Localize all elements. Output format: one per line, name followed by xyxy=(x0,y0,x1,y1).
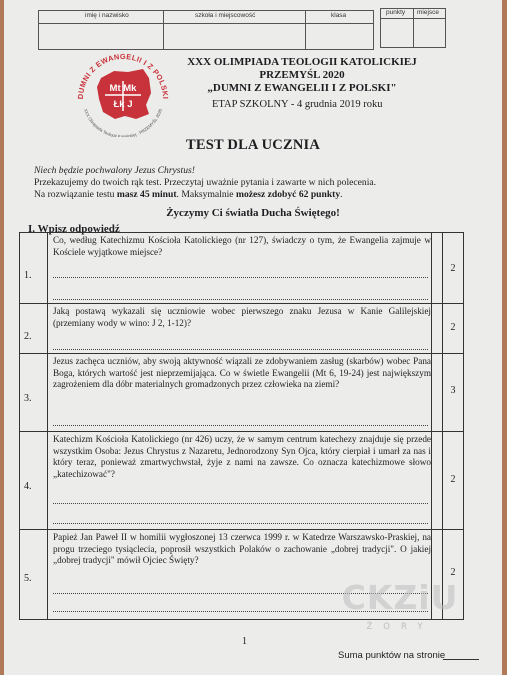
answer-line[interactable] xyxy=(53,299,428,300)
instructions-text: Na rozwiązanie testu xyxy=(34,189,117,200)
time-limit: masz 45 minut xyxy=(116,189,177,200)
table-divider xyxy=(413,9,414,47)
logo-evangelists-top: Mt Mk xyxy=(109,83,137,94)
greeting: Niech będzie pochwalony Jezus Chrystus! xyxy=(34,165,195,176)
question-text: Jezus zachęca uczniów, aby swoją aktywność wiązali ze zdobywaniem zasług (skarbów) wobec Pana Boga, których wartość jest nieprzemijająca. Co w świetle Ewangelii (Mt 6, 19-24) jest największym zagrożeniem dla dóbr materialnych gromadzonych przez człowieka na ziemi? xyxy=(53,356,431,389)
answer-line[interactable] xyxy=(53,523,428,524)
blessing-line: Życzymy Ci światła Ducha Świętego! xyxy=(166,207,340,219)
olympiad-place-year: PRZEMYŚL 2020 xyxy=(259,69,345,81)
max-points: możesz zdobyć 62 punkty xyxy=(235,189,341,200)
place-field-label: miejsce xyxy=(417,9,440,16)
question-points: 2 xyxy=(450,474,456,485)
answer-line[interactable] xyxy=(53,503,428,504)
table-divider xyxy=(20,431,463,432)
table-divider xyxy=(442,233,443,619)
page-points-sum-field[interactable] xyxy=(443,659,479,660)
page-number: 1 xyxy=(242,636,247,647)
student-info-table xyxy=(38,10,374,50)
instructions xyxy=(34,165,454,201)
logo-ring-text: DUMNI Z EWANGELII I Z POLSKI xyxy=(75,51,171,100)
instructions-text: . Maksymalnie xyxy=(176,189,236,200)
olympiad-name: XXX OLIMPIADA TEOLOGII KATOLICKIEJ xyxy=(187,56,417,68)
question-text: Papież Jan Paweł II w homilii wygłoszonej 13 czerwca 1999 r. w Katedrze Warszawsko-Praskiej, na progu trzeciego tysiąclecia, poprosił wszystkich Polaków o zachowanie „dobrej tradycji". O jakiej „dobrej tradycji" mówił Ojciec Święty? xyxy=(53,532,431,565)
instructions-time-points xyxy=(34,189,454,201)
answer-line[interactable] xyxy=(53,277,428,278)
table-divider xyxy=(431,233,432,619)
questions-table xyxy=(19,232,464,620)
score-table xyxy=(380,8,446,48)
question-text: Co, według Katechizmu Kościoła Katolickiego (nr 127), świadczy o tym, że Ewangelia zajmuje w Kościele wyjątkowe miejsce? xyxy=(53,235,431,257)
question-text: Katechizm Kościoła Katolickiego (nr 426) uczy, że w samym centrum katechezy znajduje się przede wszystkim Osoba: Jezus Chrystus z Nazaretu, Jednorodzony Syn Ojca, który cierpiał i umarł za nas i który teraz, ponieważ zmartwychwstał, żyje z nami na zawsze. Co oznacza katechizmowe słowo „katechizować"? xyxy=(53,434,431,479)
section-title: I. Wpisz odpowiedź xyxy=(28,223,120,235)
poland-map-shape xyxy=(97,69,151,119)
olympiad-logo xyxy=(70,47,176,137)
question-points: 2 xyxy=(450,263,456,274)
question-points: 2 xyxy=(450,322,456,333)
instructions-text: . xyxy=(340,189,343,200)
question-points: 2 xyxy=(450,567,456,578)
table-divider xyxy=(47,233,48,619)
olympiad-heading xyxy=(184,56,420,95)
class-field-label: klasa xyxy=(331,12,347,19)
question-text: Jaką postawą wykazali się uczniowie wobec pierwszego znaku Jezusa w Kanie Galilejskiej (przemiany wody w wino: J 2, 1-12)? xyxy=(53,306,431,328)
test-sheet xyxy=(4,0,502,675)
watermark-city: ŻORY xyxy=(366,622,434,632)
question-number: 1. xyxy=(24,270,32,281)
name-field-label: imię i nazwisko xyxy=(85,12,129,19)
table-divider xyxy=(20,303,463,304)
school-field-label: szkoła i miejscowość xyxy=(195,12,256,19)
school-watermark xyxy=(322,578,478,638)
question-number: 3. xyxy=(24,393,32,404)
answer-line[interactable] xyxy=(53,349,428,350)
page-title: TEST DLA UCZNIA xyxy=(185,137,321,153)
stage-date: ETAP SZKOLNY - 4 grudnia 2019 roku xyxy=(212,99,383,110)
page-points-sum-label: Suma punktów na stronie xyxy=(338,650,446,661)
table-divider xyxy=(163,11,164,49)
question-number: 2. xyxy=(24,331,32,342)
question-number: 4. xyxy=(24,481,32,492)
olympiad-motto: „DUMNI Z EWANGELII I Z POLSKI" xyxy=(207,82,397,94)
logo-evangelists-bottom: Łk J xyxy=(113,99,133,110)
table-divider xyxy=(20,353,463,354)
question-number: 5. xyxy=(24,573,32,584)
points-field-label: punkty xyxy=(386,9,406,16)
table-divider xyxy=(39,23,373,24)
watermark-logo-text: CKZiU xyxy=(341,578,459,617)
logo-ring-text-lower: XXX Olimpiada Teologii Katolickiej · PRZEMYŚL 2020 xyxy=(82,108,164,137)
answer-line[interactable] xyxy=(53,425,428,426)
table-divider xyxy=(305,11,306,49)
instructions-line: Przekazujemy do twoich rąk test. Przeczytaj uważnie pytania i zawarte w nich polecenia. xyxy=(34,177,377,188)
table-divider xyxy=(20,529,463,530)
question-points: 3 xyxy=(450,385,456,396)
